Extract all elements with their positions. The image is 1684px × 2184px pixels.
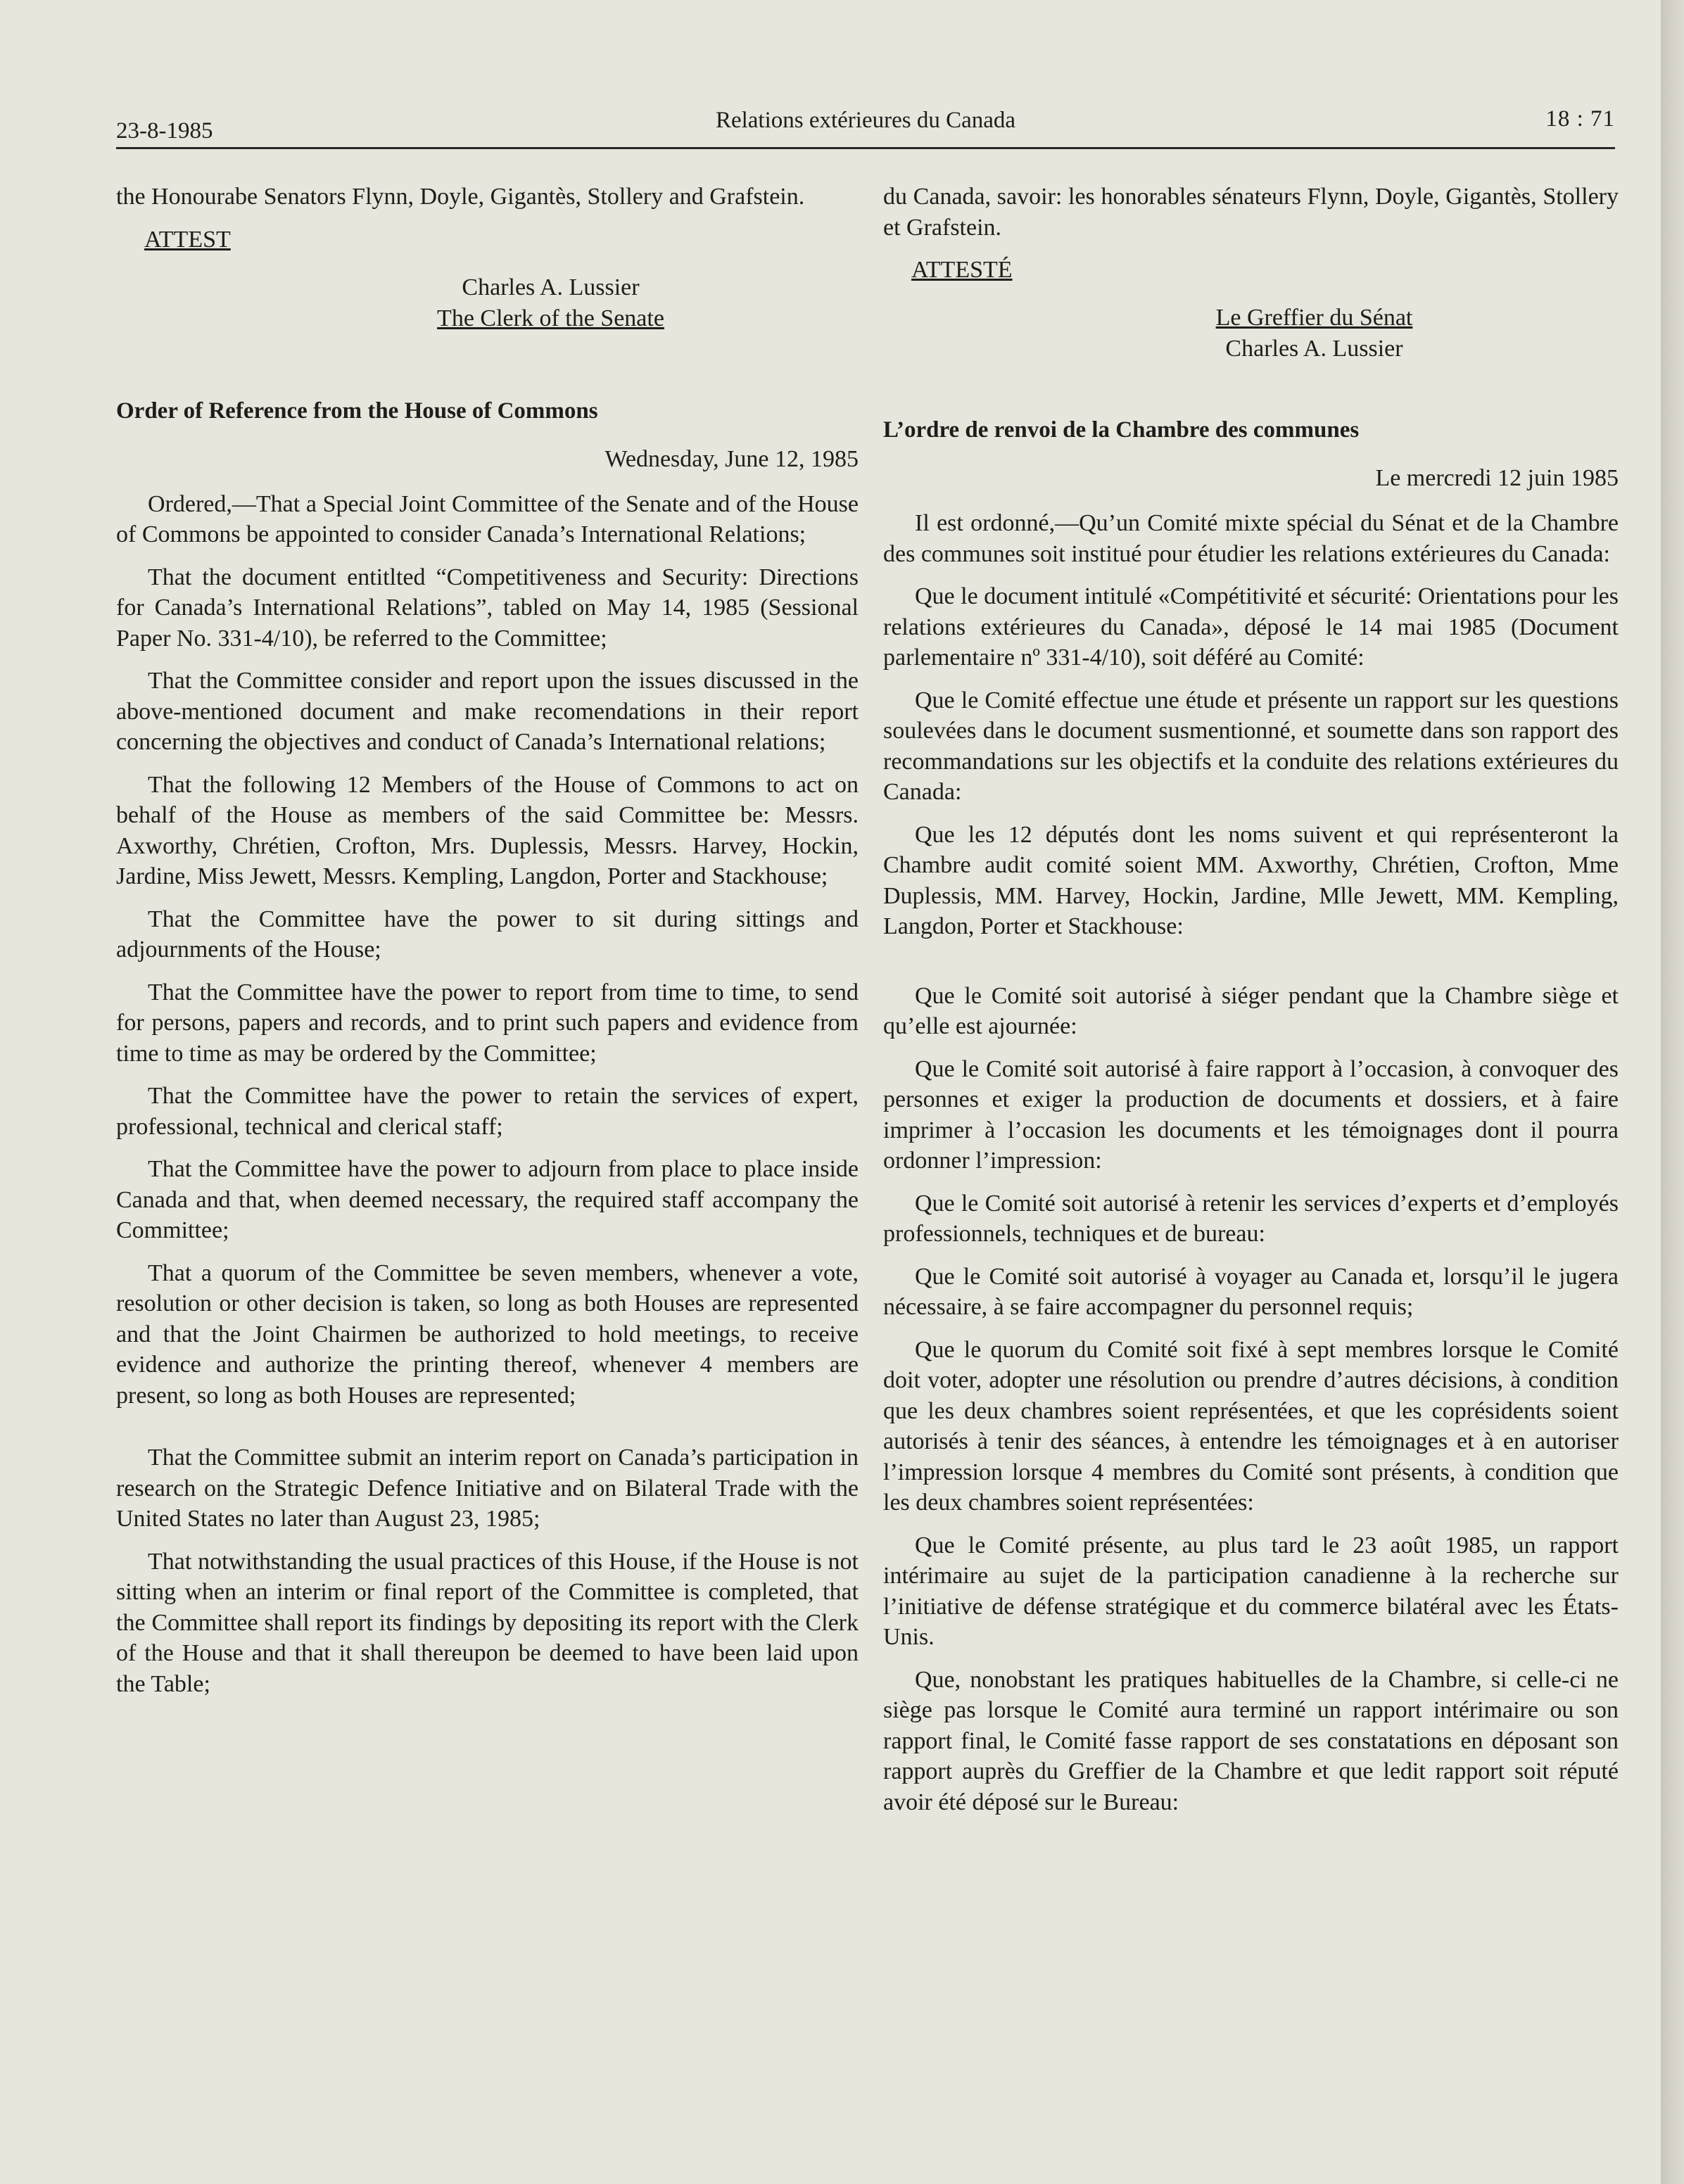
- order-paragraph: Que le Comité présente, au plus tard le 23 août 1985, un rapport intérimaire au sujet de la participation canadienne à la recherche sur l’initiative de défense stratégique et du commerce bilatéral avec les États-Unis.: [883, 1532, 1619, 1650]
- order-paragraph: Ordered,—That a Special Joint Committee of the Senate and of the House of Commons be appointed to consider Canada’s International Relations;: [116, 490, 859, 547]
- order-paragraph: That the Committee have the power to adjourn from place to place inside Canada and that, when deemed necessary, the required staff accompany the Committee;: [116, 1156, 859, 1243]
- signature-block: [116, 272, 859, 334]
- order-paragraph: That the document entitlted “Competitiveness and Security: Directions for Canada’s International Relations”, tabled on May 14, 1985 (Sessional Paper No. 331-4/10), be referred to the Committee;: [116, 564, 859, 652]
- page-number: 18 : 71: [1545, 106, 1615, 132]
- order-paragraph: That the Committee have the power to report from time to time, to send for persons, papers and records, and to print such papers and evidence from time to time as may be ordered by the Committee;: [116, 979, 859, 1067]
- signatory-title: Le Greffier du Sénat: [1215, 305, 1413, 331]
- order-date: Le mercredi 12 juin 1985: [1375, 465, 1619, 491]
- order-paragraph: Que le Comité effectue une étude et présente un rapport sur les questions soulevées dans le document susmentionné, et soumette dans son rapport des recommandations sur les objectifs et la conduite des relations extérieures du Canada:: [883, 687, 1619, 805]
- french-column: [883, 182, 1619, 1829]
- running-header: [116, 104, 1615, 146]
- signatory-name: Charles A. Lussier: [462, 274, 640, 300]
- order-paragraph: Il est ordonné,—Qu’un Comité mixte spécial du Sénat et de la Chambre des communes soit institué pour étudier les relations extérieures du Canada:: [883, 510, 1619, 567]
- order-paragraph: Que le document intitulé «Compétitivité et sécurité: Orientations pour les relations extérieures du Canada», déposé le 14 mai 1985 (Document parlementaire nº 331-4/10), soit déféré au Comité:: [883, 583, 1619, 671]
- order-paragraph: Que le Comité soit autorisé à voyager au Canada et, lorsqu’il le jugera nécessaire, à se faire accompagner du personnel requis;: [883, 1263, 1619, 1320]
- english-column: [116, 182, 859, 1711]
- header-title: Relations extérieures du Canada: [715, 108, 1016, 133]
- order-paragraph: That the Committee submit an interim report on Canada’s participation in research on the Strategic Defence Initiative and on Bilateral Trade with the United States no later than August 23, 1985;: [116, 1445, 859, 1532]
- section-heading: Order of Reference from the House of Commons: [116, 398, 598, 424]
- order-paragraph: Que le Comité soit autorisé à retenir les services d’experts et d’employés professionnels, techniques et de bureau:: [883, 1190, 1619, 1247]
- attest-label: ATTESTÉ: [911, 257, 1013, 283]
- header-rule: [116, 147, 1615, 149]
- order-paragraph: That the Committee have the power to retain the services of expert, professional, technical and clerical staff;: [116, 1083, 859, 1140]
- header-date: 23-8-1985: [116, 118, 213, 144]
- attest-label: ATTEST: [144, 226, 231, 253]
- order-paragraph: Que le quorum du Comité soit fixé à sept membres lorsque le Comité doit voter, adopter une résolution ou prendre d’autres décisions, à condition que les deux chambres soient représentées, et que les coprésidents soient autorisés à tenir des séances, à entendre les témoignages et à en autoriser l’impression lorsque 4 membres du Comité sont présents, à condition que les deux chambres soient représentées:: [883, 1336, 1619, 1516]
- page-edge: [1661, 0, 1684, 2184]
- signatory-title: The Clerk of the Senate: [437, 305, 664, 331]
- order-date: Wednesday, June 12, 1985: [604, 445, 859, 472]
- order-paragraph: That the following 12 Members of the House of Commons to act on behalf of the House as members of the said Committee be: Messrs. Axworthy, Chrétien, Crofton, Mrs. Duplessis, Messrs. Harvey, Hockin, Jardine, Miss Jewett, Messrs. Kempling, Langdon, Porter and Stackhouse;: [116, 771, 859, 889]
- order-paragraph: That notwithstanding the usual practices of this House, if the House is not sitting when an interim or final report of the Committee is completed, that the Committee shall report its findings by depositing its report with the Clerk of the House and that it shall thereupon be deemed to have been laid upon the Table;: [116, 1548, 859, 1697]
- signature-block: [883, 303, 1619, 364]
- continuation-text: du Canada, savoir: les honorables sénateurs Flynn, Doyle, Gigantès, Stollery et Grafstein.: [883, 184, 1619, 241]
- order-paragraph: Que le Comité soit autorisé à faire rapport à l’occasion, à convoquer des personnes et exiger la production de documents et dossiers, et à faire imprimer à l’occasion les documents et les témoignages dont il pourra ordonner l’impression:: [883, 1055, 1619, 1174]
- section-heading: L’ordre de renvoi de la Chambre des communes: [883, 417, 1360, 443]
- order-paragraph: Que le Comité soit autorisé à siéger pendant que la Chambre siège et qu’elle est ajournée:: [883, 982, 1619, 1039]
- order-paragraph: Que, nonobstant les pratiques habituelles de la Chambre, si celle-ci ne siège pas lorsque le Comité aura terminé un rapport intérimaire ou son rapport final, le Comité fasse rapport de ses constatations en déposant son rapport auprès du Greffier de la Chambre et que ledit rapport soit réputé avoir été déposé sur le Bureau:: [883, 1666, 1619, 1815]
- order-paragraph: That the Committee have the power to sit during sittings and adjournments of the House;: [116, 906, 859, 963]
- signatory-name: Charles A. Lussier: [1225, 336, 1403, 362]
- order-paragraph: That a quorum of the Committee be seven members, whenever a vote, resolution or other decision is taken, so long as both Houses are represented and that the Joint Chairmen be authorized to hold meetings, to receive evidence and authorize the printing thereof, whenever 4 members are present, so long as both Houses are represented;: [116, 1259, 859, 1409]
- order-paragraph: Que les 12 députés dont les noms suivent et qui représenteront la Chambre audit comité soient MM. Axworthy, Chrétien, Crofton, Mme Duplessis, MM. Harvey, Hockin, Jardine, Mlle Jewett, MM. Kempling, Langdon, Porter et Stackhouse:: [883, 821, 1619, 939]
- continuation-text: the Honourabe Senators Flynn, Doyle, Gigantès, Stollery and Grafstein.: [116, 184, 805, 210]
- order-paragraph: That the Committee consider and report upon the issues discussed in the above-mentioned document and make recomendations in their report concerning the objectives and conduct of Canada’s International relations;: [116, 668, 859, 755]
